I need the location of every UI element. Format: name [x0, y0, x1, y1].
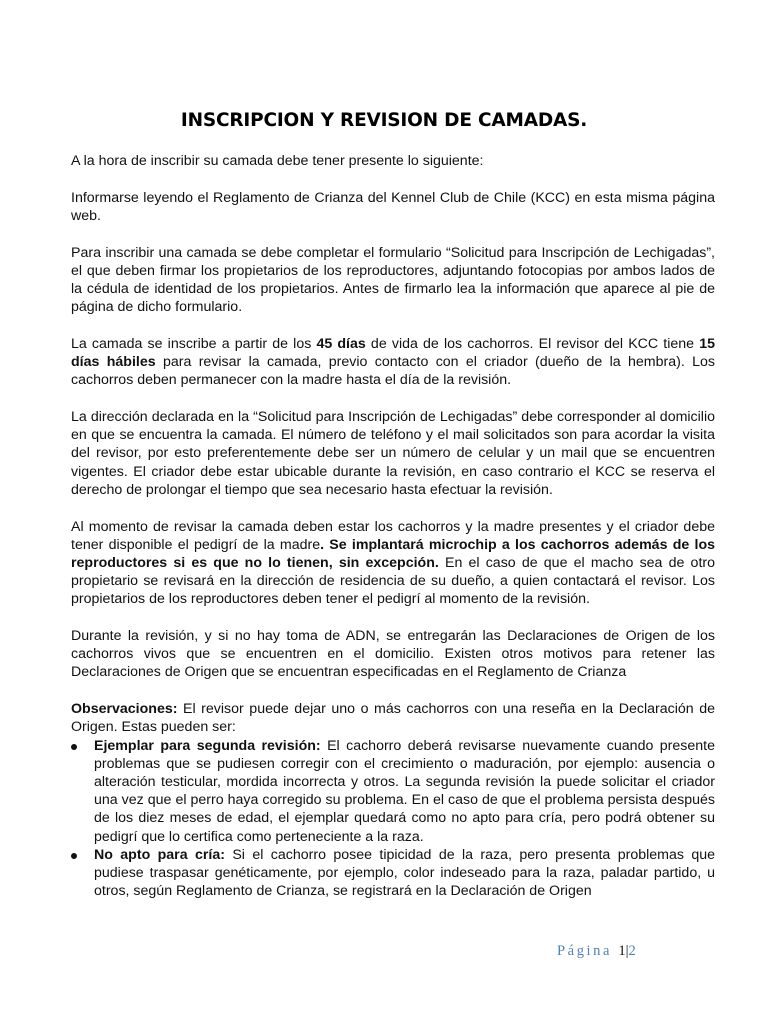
page-number: 1	[618, 943, 626, 959]
paragraph-solicitud: Para inscribir una camada se debe completar el formulario “Solicitud para Inscripción de Lechigadas”, el que deben firmar los propietarios de los reproductores, adjuntando fotocopias por ambos lados de la cédula de identidad de los propietarios. Antes de firmarlo lea la información que aparece al pie de página de dicho formulario.	[71, 244, 715, 316]
page-footer	[557, 943, 638, 960]
list-item-label: No apto para cría:	[94, 846, 225, 863]
observaciones-label: Observaciones:	[71, 701, 178, 718]
total-pages: 2	[628, 943, 639, 959]
bold-microchip-notice: . Se implantará microchip a los cachorros además de los reproductores si es que no lo tienen, sin excepción.	[71, 536, 715, 571]
list-item-text: El cachorro deberá revisarse nuevamente cuando presente problemas que se pudiesen corregir con el crecimiento o maduración, por ejemplo: ausencia o alteración testicular, mordida incorrecta y otros. La segunda revisión la puede solicitar el criador una vez que el perro haya corregido su problema. En el caso de que el problema persista después de los diez meses de edad, el ejemplar quedará como no apto para cría, pero podrá obtener su pedigrí que lo certifica como perteneciente a la raza.	[94, 737, 715, 845]
document-body	[71, 152, 715, 900]
text-run: En el caso de que el macho sea de otro propietario se revisará en la dirección de residencia de su dueño, a quien contactará el revisor. Los propietarios de los reproductores deben tener el pedigrí al momento de la revisión.	[71, 554, 716, 608]
list-item	[71, 846, 715, 901]
list-item-label: Ejemplar para segunda revisión:	[94, 737, 321, 754]
bullet-icon	[71, 853, 77, 859]
bullet-icon	[71, 744, 77, 750]
paragraph-declaraciones: Durante la revisión, y si no hay toma de ADN, se entregarán las Declaraciones de Origen de los cachorros vivos que se encuentren en el domicilio. Existen otros motivos para retener las Declaraciones de Origen que se encuentran especificadas en el Reglamento de Crianza	[71, 628, 715, 681]
text-run: El revisor puede dejar uno o más cachorros con una reseña en la Declaración de Origen. Estas pueden ser:	[71, 701, 715, 736]
observaciones-list	[71, 737, 715, 901]
paragraph-reglamento: Informarse leyendo el Reglamento de Crianza del Kennel Club de Chile (KCC) en esta misma página web.	[71, 189, 715, 224]
bold-45-dias: 45 días	[316, 335, 366, 352]
list-item-text: Si el cachorro posee tipicidad de la raza, pero presenta problemas que pudiese traspasar genéticamente, por ejemplo, color indeseado para la raza, paladar partido, u otros, según Reglamento de Crianza, se registrará en la Declaración de Origen	[94, 846, 715, 900]
page-word: Página	[557, 943, 613, 959]
paragraph-direccion: La dirección declarada en la “Solicitud para Inscripción de Lechigadas” debe corresponder al domicilio en que se encuentra la camada. El número de teléfono y el mail solicitados son para acordar la visita del revisor, por esto preferentemente debe ser un número de celular y un mail que se encuentren vigentes. El criador debe estar ubicable durante la revisión, en caso contrario el KCC se reserva el derecho de prolongar el tiempo que sea necesario hasta efectuar la revisión.	[71, 409, 715, 498]
intro-paragraph: A la hora de inscribir su camada debe tener presente lo siguiente:	[71, 153, 484, 169]
paragraph-observaciones	[71, 700, 715, 736]
list-item	[71, 737, 715, 846]
text-run: de vida de los cachorros. El revisor del KCC tiene	[365, 335, 700, 352]
paragraph-plazos	[71, 335, 715, 390]
text-run: Al momento de revisar la camada deben estar los cachorros y la madre presentes y el criador debe tener disponible el pedigrí de la madre	[71, 518, 715, 553]
paragraph-revision	[71, 518, 715, 609]
page-separator: |	[625, 943, 629, 959]
text-run: para revisar la camada, previo contacto con el criador (dueño de la hembra). Los cachorros deben permanecer con la madre hasta el día de la revisión.	[71, 354, 716, 389]
bold-15-dias-habiles: 15 días hábiles	[71, 335, 715, 371]
text-run: La camada se inscribe a partir de los	[71, 335, 317, 352]
document-title: INSCRIPCION Y REVISION DE CAMADAS.	[180, 110, 588, 131]
